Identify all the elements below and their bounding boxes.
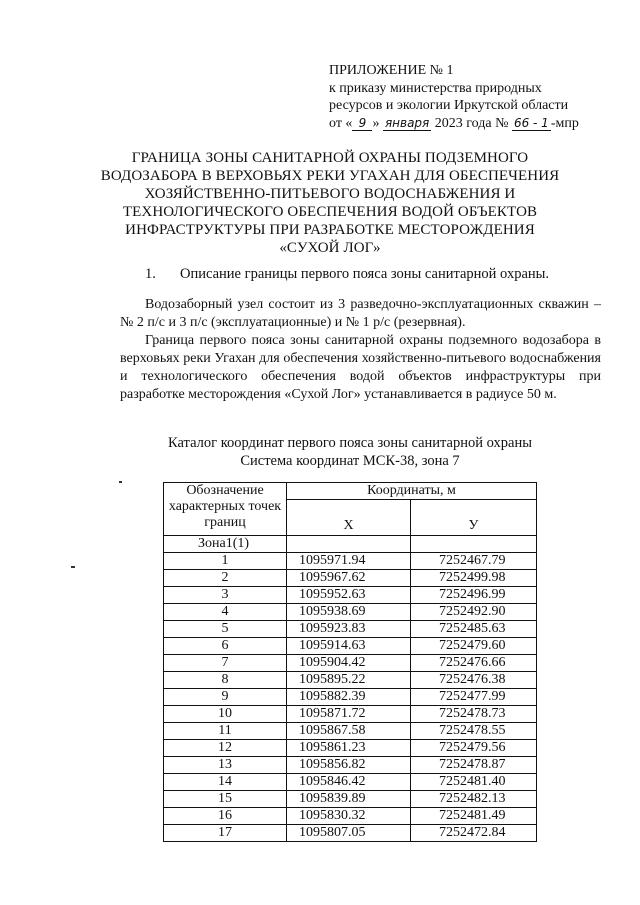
y-coordinate-cell: 7252481.49: [411, 808, 537, 825]
section-heading: [145, 266, 549, 283]
x-coordinate-cell: 1095807.05: [287, 825, 411, 842]
header-x: Х: [287, 500, 411, 536]
x-coordinate-cell: 1095938.69: [287, 604, 411, 621]
table-row: [164, 655, 537, 672]
point-number-cell: 7: [164, 655, 287, 672]
point-number-cell: 11: [164, 723, 287, 740]
title-line: ВОДОЗАБОРА В ВЕРХОВЬЯХ РЕКИ УГАХАН ДЛЯ ОБЕСПЕЧЕНИЯ: [100, 168, 560, 184]
point-number-cell: 4: [164, 604, 287, 621]
scan-speck: [119, 481, 122, 483]
table-row: [164, 553, 537, 570]
table-row: [164, 825, 537, 842]
x-coordinate-cell: 1095856.82: [287, 757, 411, 774]
y-coordinate-cell: 7252479.56: [411, 740, 537, 757]
coordinates-table: [163, 482, 537, 842]
y-coordinate-cell: 7252492.90: [411, 604, 537, 621]
x-coordinate-cell: 1095914.63: [287, 638, 411, 655]
y-coordinate-cell: 7252499.98: [411, 570, 537, 587]
x-coordinate-cell: 1095867.58: [287, 723, 411, 740]
table-caption: [100, 434, 600, 470]
point-number-cell: 10: [164, 706, 287, 723]
caption-line: Система координат МСК-38, зона 7: [240, 453, 460, 469]
table-body: [164, 536, 537, 842]
handwritten-order-number: 66 - 1: [513, 115, 549, 130]
header-coordinates: Координаты, м: [287, 483, 537, 500]
header-point-designation: Обозначение характерных точек границ: [164, 483, 287, 536]
point-number-cell: 16: [164, 808, 287, 825]
table-row: [164, 587, 537, 604]
x-coordinate-cell: 1095871.72: [287, 706, 411, 723]
point-number-cell: 1: [164, 553, 287, 570]
paragraph-wells: Водозаборный узел состоит из 3 разведочно-эксплуатационных скважин – № 2 п/с и 3 п/с (эксплуатационные) и № 1 р/с (резервная).: [120, 297, 601, 330]
point-number-cell: 13: [164, 757, 287, 774]
order-suffix: -мпр: [550, 115, 579, 131]
y-coordinate-cell: 7252479.60: [411, 638, 537, 655]
appendix-line: ресурсов и экологии Иркутской области: [329, 98, 569, 113]
x-coordinate-cell: 1095882.39: [287, 689, 411, 706]
y-coordinate-cell: 7252482.13: [411, 791, 537, 808]
handwritten-day: 9: [352, 117, 372, 131]
empty-cell: [287, 536, 411, 553]
zone-row: [164, 536, 537, 553]
caption-line: Каталог координат первого пояса зоны санитарной охраны: [168, 435, 532, 451]
appendix-title: ПРИЛОЖЕНИЕ № 1: [329, 63, 454, 78]
point-number-cell: 5: [164, 621, 287, 638]
table-header-row: [164, 483, 537, 500]
y-coordinate-cell: 7252476.66: [411, 655, 537, 672]
y-coordinate-cell: 7252477.99: [411, 689, 537, 706]
table-row: [164, 808, 537, 825]
title-line: ТЕХНОЛОГИЧЕСКОГО ОБЕСПЕЧЕНИЯ ВОДОЙ ОБЪЕКТОВ: [122, 204, 538, 220]
y-coordinate-cell: 7252472.84: [411, 825, 537, 842]
x-coordinate-cell: 1095971.94: [287, 553, 411, 570]
table-row: [164, 638, 537, 655]
date-prefix: от «: [329, 115, 353, 131]
table-row: [164, 740, 537, 757]
point-number-cell: 14: [164, 774, 287, 791]
y-coordinate-cell: 7252496.99: [411, 587, 537, 604]
year-text: 2023 года №: [434, 115, 509, 131]
x-coordinate-cell: 1095967.62: [287, 570, 411, 587]
point-number-cell: 15: [164, 791, 287, 808]
scan-speck: [71, 566, 75, 568]
y-coordinate-cell: 7252485.63: [411, 621, 537, 638]
handwritten-month: января: [384, 115, 430, 130]
x-coordinate-cell: 1095952.63: [287, 587, 411, 604]
table-row: [164, 621, 537, 638]
table-row: [164, 757, 537, 774]
paragraph-boundary: Граница первого пояса зоны санитарной охраны подземного водозабора в верховьях реки Угахан для обеспечения хозяйственно-питьевого водоснабжения и технологического обеспечения водой объектов инфраструктуры при разработке месторождения «Сухой Лог» устанавливается в радиусе 50 м.: [120, 333, 601, 402]
x-coordinate-cell: 1095904.42: [287, 655, 411, 672]
x-coordinate-cell: 1095923.83: [287, 621, 411, 638]
title-line: ГРАНИЦА ЗОНЫ САНИТАРНОЙ ОХРАНЫ ПОДЗЕМНОГО: [131, 150, 529, 166]
table-row: [164, 689, 537, 706]
title-line: ИНФРАСТРУКТУРЫ ПРИ РАЗРАБОТКЕ МЕСТОРОЖДЕНИЯ: [125, 222, 535, 238]
x-coordinate-cell: 1095839.89: [287, 791, 411, 808]
date-mid: »: [372, 115, 380, 131]
point-number-cell: 3: [164, 587, 287, 604]
x-coordinate-cell: 1095830.32: [287, 808, 411, 825]
x-coordinate-cell: 1095846.42: [287, 774, 411, 791]
empty-cell: [411, 536, 537, 553]
table-row: [164, 672, 537, 689]
point-number-cell: 9: [164, 689, 287, 706]
document-title: [80, 149, 580, 257]
table-row: [164, 706, 537, 723]
point-number-cell: 12: [164, 740, 287, 757]
point-number-cell: 6: [164, 638, 287, 655]
x-coordinate-cell: 1095861.23: [287, 740, 411, 757]
point-number-cell: 17: [164, 825, 287, 842]
y-coordinate-cell: 7252478.87: [411, 757, 537, 774]
appendix-line: к приказу министерства природных: [329, 80, 542, 96]
point-number-cell: 2: [164, 570, 287, 587]
appendix-date-line: [329, 115, 579, 133]
table-row: [164, 604, 537, 621]
title-line: «СУХОЙ ЛОГ»: [279, 240, 381, 256]
table-row: [164, 774, 537, 791]
y-coordinate-cell: 7252478.73: [411, 706, 537, 723]
table-row: [164, 791, 537, 808]
x-coordinate-cell: 1095895.22: [287, 672, 411, 689]
y-coordinate-cell: 7252467.79: [411, 553, 537, 570]
table-row: [164, 723, 537, 740]
section-heading-text: Описание границы первого пояса зоны санитарной охраны.: [180, 266, 550, 282]
zone-label: Зона1(1): [164, 536, 287, 553]
y-coordinate-cell: 7252478.55: [411, 723, 537, 740]
table-row: [164, 570, 537, 587]
header-y: У: [411, 500, 537, 536]
y-coordinate-cell: 7252481.40: [411, 774, 537, 791]
section-number: 1.: [145, 266, 156, 282]
y-coordinate-cell: 7252476.38: [411, 672, 537, 689]
point-number-cell: 8: [164, 672, 287, 689]
title-line: ХОЗЯЙСТВЕННО-ПИТЬЕВОГО ВОДОСНАБЖЕНИЯ И: [144, 186, 516, 202]
appendix-block: [329, 62, 579, 132]
